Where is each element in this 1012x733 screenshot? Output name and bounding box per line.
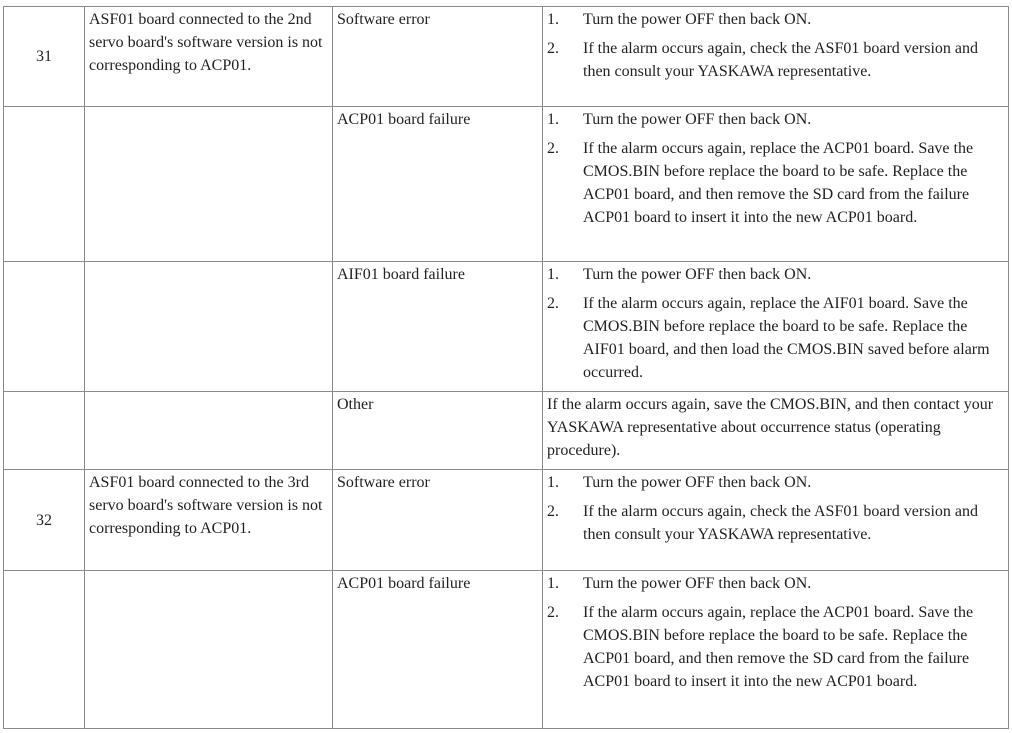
sub-code-cell: [4, 7, 85, 107]
sub-code-cell: [4, 107, 85, 262]
table-row: [4, 262, 1009, 392]
cause-cell: Software error: [333, 7, 543, 107]
remedy-cell: [543, 571, 1009, 729]
cause-cell: ACP01 board failure: [333, 571, 543, 729]
remedy-cell: [543, 7, 1009, 107]
step-number: 2.: [547, 604, 559, 621]
step-text: If the alarm occurs again, replace the AIF01 board. Save the CMOS.BIN before replace the board to be safe. Replace the AIF01 board, and then load the CMOS.BIN saved before alarm occurred.: [583, 295, 990, 381]
remedy-step: [547, 137, 1004, 229]
remedy-cell: If the alarm occurs again, save the CMOS.BIN, and then contact your YASKAWA representative about occurrence status (operating procedure).: [543, 392, 1009, 470]
step-number: 1.: [547, 111, 559, 128]
remedy-steps: [547, 471, 1004, 546]
remedy-step: [547, 8, 1004, 31]
table-row: [4, 571, 1009, 729]
sub-code-cell: [4, 571, 85, 729]
remedy-step: [547, 471, 1004, 494]
step-number: 1.: [547, 474, 559, 491]
step-text: Turn the power OFF then back ON.: [583, 111, 812, 128]
step-text: If the alarm occurs again, check the ASF01 board version and then consult your YASKAWA representative.: [583, 40, 978, 80]
cause-cell: AIF01 board failure: [333, 262, 543, 392]
alarm-table: [3, 6, 1009, 729]
remedy-steps: [547, 108, 1004, 229]
step-number: 2.: [547, 140, 559, 157]
remedy-steps: [547, 263, 1004, 384]
sub-code-cell: [4, 392, 85, 470]
cause-cell: Other: [333, 392, 543, 470]
description-cell: [85, 392, 333, 470]
remedy-step: [547, 572, 1004, 595]
description-cell: [85, 571, 333, 729]
step-number: 1.: [547, 11, 559, 28]
step-number: 1.: [547, 575, 559, 592]
table-row: [4, 7, 1009, 107]
table-row: [4, 392, 1009, 470]
step-number: 2.: [547, 40, 559, 57]
sub-code-cell: [4, 262, 85, 392]
sub-code: 32: [36, 511, 52, 529]
remedy-step: [547, 263, 1004, 286]
step-number: 2.: [547, 295, 559, 312]
remedy-step: [547, 601, 1004, 693]
step-number: 1.: [547, 266, 559, 283]
remedy-cell: [543, 470, 1009, 571]
step-text: Turn the power OFF then back ON.: [583, 474, 812, 491]
remedy-step: [547, 500, 1004, 546]
remedy-step: [547, 37, 1004, 83]
cause-cell: Software error: [333, 470, 543, 571]
step-text: If the alarm occurs again, replace the ACP01 board. Save the CMOS.BIN before replace the board to be safe. Replace the ACP01 board, and then remove the SD card from the failure ACP01 board to insert it into the new ACP01 board.: [583, 604, 974, 690]
table-row: [4, 107, 1009, 262]
table-row: [4, 470, 1009, 571]
step-text: Turn the power OFF then back ON.: [583, 575, 812, 592]
remedy-step: [547, 108, 1004, 131]
step-text: If the alarm occurs again, replace the ACP01 board. Save the CMOS.BIN before replace the board to be safe. Replace the ACP01 board, and then remove the SD card from the failure ACP01 board to insert it into the new ACP01 board.: [583, 140, 974, 226]
step-text: Turn the power OFF then back ON.: [583, 266, 812, 283]
description-cell: ASF01 board connected to the 3rd servo board's software version is not corresponding to ACP01.: [85, 470, 333, 571]
remedy-cell: [543, 262, 1009, 392]
remedy-steps: [547, 572, 1004, 693]
remedy-steps: [547, 8, 1004, 83]
step-text: Turn the power OFF then back ON.: [583, 11, 812, 28]
description-cell: [85, 107, 333, 262]
step-number: 2.: [547, 503, 559, 520]
description-cell: [85, 262, 333, 392]
remedy-step: [547, 292, 1004, 384]
description-cell: ASF01 board connected to the 2nd servo board's software version is not corresponding to ACP01.: [85, 7, 333, 107]
step-text: If the alarm occurs again, check the ASF01 board version and then consult your YASKAWA representative.: [583, 503, 978, 543]
sub-code: 31: [36, 48, 52, 65]
remedy-cell: [543, 107, 1009, 262]
sub-code-cell: [4, 470, 85, 571]
cause-cell: ACP01 board failure: [333, 107, 543, 262]
